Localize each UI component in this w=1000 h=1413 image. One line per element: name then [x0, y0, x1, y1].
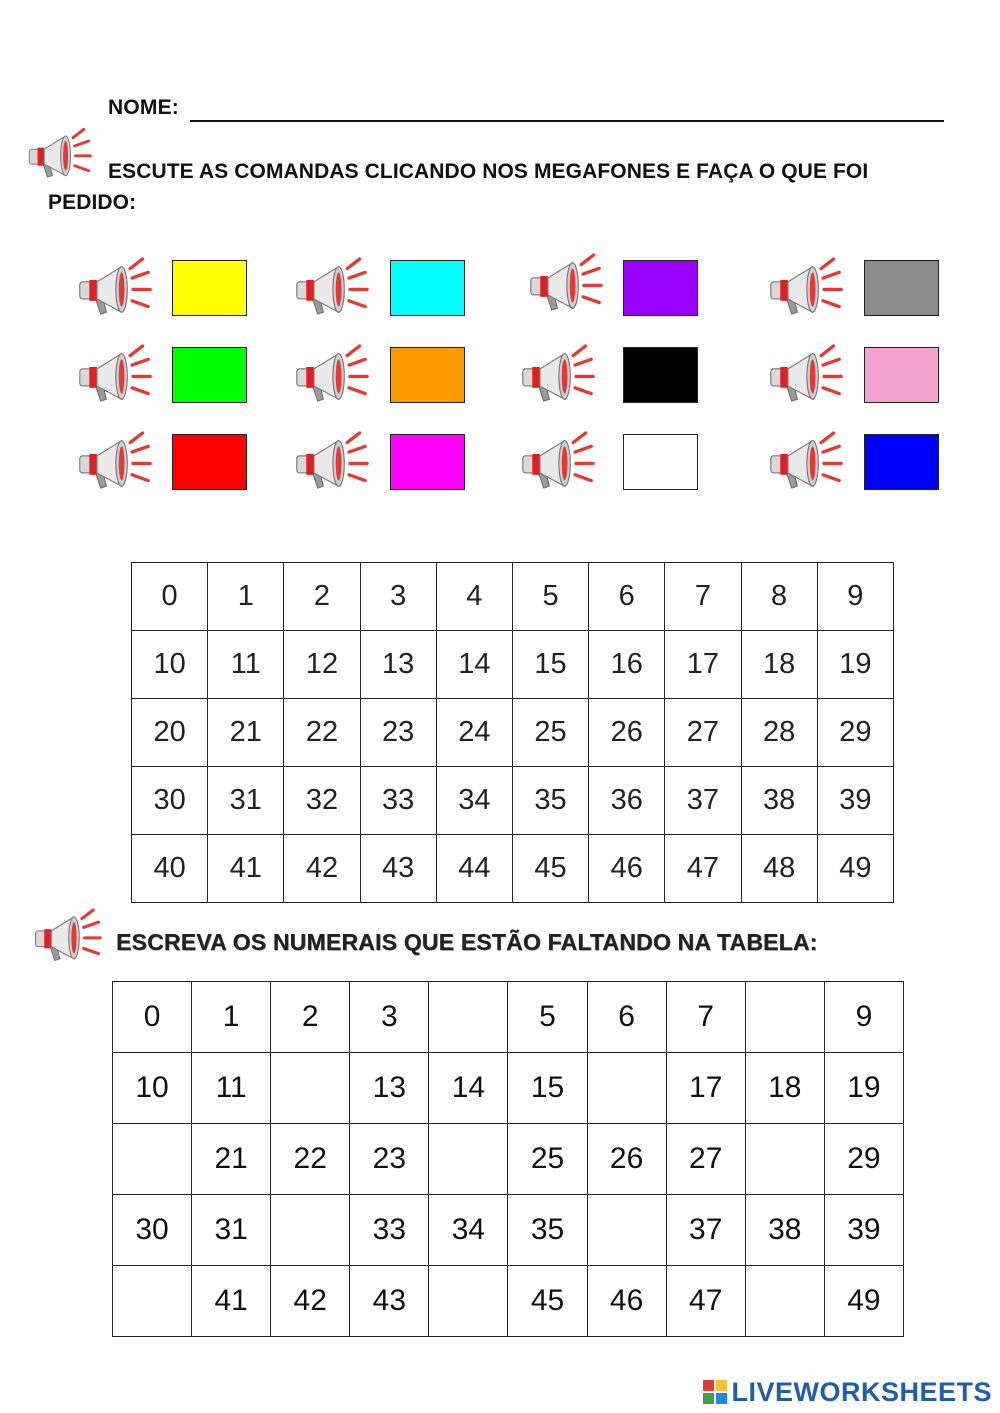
number-cell: 10: [113, 1053, 192, 1124]
color-swatch[interactable]: [623, 347, 698, 403]
number-cell: 27: [666, 1124, 745, 1195]
number-cell: 0: [132, 563, 208, 631]
instruction-listen: ESCUTE AS COMANDAS CLICANDO NOS MEGAFONES E FAÇA O QUE FOI PEDIDO:: [48, 160, 869, 214]
number-cell: 6: [589, 563, 665, 631]
number-cell: 21: [208, 699, 284, 767]
number-cell: 4: [436, 563, 512, 631]
number-cell: 31: [192, 1195, 271, 1266]
number-cell: 40: [132, 835, 208, 903]
number-cell: 34: [436, 767, 512, 835]
number-cell: 13: [360, 631, 436, 699]
number-cell: 17: [665, 631, 741, 699]
name-input-line[interactable]: [190, 120, 944, 122]
number-cell: 29: [824, 1124, 903, 1195]
number-cell: 11: [208, 631, 284, 699]
number-table-full: [131, 562, 894, 903]
missing-number-input[interactable]: [745, 1124, 824, 1195]
number-cell: 37: [665, 767, 741, 835]
number-cell: 45: [512, 835, 588, 903]
number-cell: 9: [817, 563, 893, 631]
missing-number-input[interactable]: [429, 1124, 508, 1195]
missing-number-input[interactable]: [113, 1266, 192, 1337]
number-cell: 15: [512, 631, 588, 699]
number-cell: 26: [589, 699, 665, 767]
number-cell: 0: [113, 982, 192, 1053]
number-cell: 19: [824, 1053, 903, 1124]
number-cell: 3: [350, 982, 429, 1053]
number-cell: 19: [817, 631, 893, 699]
number-cell: 46: [587, 1266, 666, 1337]
megaphone-icon[interactable]: [767, 429, 843, 496]
number-cell: 42: [271, 1266, 350, 1337]
megaphone-icon[interactable]: [519, 429, 595, 496]
table-row: [113, 1266, 904, 1337]
number-cell: 14: [429, 1053, 508, 1124]
number-cell: 31: [208, 767, 284, 835]
number-cell: 22: [271, 1124, 350, 1195]
number-cell: 27: [665, 699, 741, 767]
number-cell: 11: [192, 1053, 271, 1124]
number-cell: 34: [429, 1195, 508, 1266]
number-cell: 33: [360, 767, 436, 835]
number-cell: 48: [741, 835, 817, 903]
megaphone-icon[interactable]: [519, 342, 595, 409]
megaphone-icon[interactable]: [76, 429, 152, 496]
number-cell: 14: [436, 631, 512, 699]
color-swatch[interactable]: [390, 260, 465, 316]
number-cell: 18: [745, 1053, 824, 1124]
color-swatch[interactable]: [864, 260, 939, 316]
number-table-missing: [112, 981, 904, 1337]
number-cell: 47: [666, 1266, 745, 1337]
number-cell: 26: [587, 1124, 666, 1195]
table-row: [113, 1124, 904, 1195]
number-cell: 35: [512, 767, 588, 835]
missing-number-input[interactable]: [271, 1195, 350, 1266]
number-cell: 3: [360, 563, 436, 631]
number-cell: 24: [436, 699, 512, 767]
number-cell: 9: [824, 982, 903, 1053]
color-swatch[interactable]: [864, 434, 939, 490]
missing-number-input[interactable]: [587, 1195, 666, 1266]
number-cell: 5: [508, 982, 587, 1053]
number-cell: 18: [741, 631, 817, 699]
instruction-missing-numbers: ESCREVA OS NUMERAIS QUE ESTÃO FALTANDO NA TABELA:: [116, 929, 818, 955]
table-row: [132, 835, 894, 903]
number-cell: 39: [824, 1195, 903, 1266]
megaphone-icon[interactable]: [32, 906, 102, 968]
number-cell: 2: [284, 563, 360, 631]
number-cell: 22: [284, 699, 360, 767]
table-row: [113, 1053, 904, 1124]
number-cell: 25: [508, 1124, 587, 1195]
color-swatch[interactable]: [172, 434, 247, 490]
number-cell: 38: [745, 1195, 824, 1266]
brand-name: LIVEWORKSHEETS: [731, 1376, 992, 1407]
number-cell: 36: [589, 767, 665, 835]
number-cell: 7: [666, 982, 745, 1053]
number-cell: 15: [508, 1053, 587, 1124]
missing-number-input[interactable]: [113, 1124, 192, 1195]
number-cell: 41: [208, 835, 284, 903]
number-cell: 7: [665, 563, 741, 631]
missing-number-input[interactable]: [429, 1266, 508, 1337]
name-label: NOME:: [108, 96, 179, 119]
color-swatch[interactable]: [623, 260, 698, 316]
megaphone-icon[interactable]: [767, 255, 843, 322]
number-cell: 20: [132, 699, 208, 767]
number-cell: 35: [508, 1195, 587, 1266]
number-cell: 49: [824, 1266, 903, 1337]
liveworksheets-logo-icon: [703, 1380, 727, 1404]
number-cell: 21: [192, 1124, 271, 1195]
table-row: [113, 982, 904, 1053]
table-row: [132, 563, 894, 631]
number-cell: 39: [817, 767, 893, 835]
number-cell: 5: [512, 563, 588, 631]
missing-number-input[interactable]: [429, 982, 508, 1053]
number-cell: 6: [587, 982, 666, 1053]
number-cell: 32: [284, 767, 360, 835]
megaphone-icon[interactable]: [293, 255, 369, 322]
missing-number-input[interactable]: [745, 982, 824, 1053]
number-cell: 16: [589, 631, 665, 699]
color-swatch[interactable]: [390, 434, 465, 490]
number-cell: 43: [360, 835, 436, 903]
number-cell: 30: [132, 767, 208, 835]
missing-number-input[interactable]: [745, 1266, 824, 1337]
number-cell: 45: [508, 1266, 587, 1337]
missing-number-input[interactable]: [271, 1053, 350, 1124]
table-row: [132, 631, 894, 699]
color-swatch[interactable]: [864, 347, 939, 403]
table-row: [132, 699, 894, 767]
number-cell: 23: [360, 699, 436, 767]
number-cell: 41: [192, 1266, 271, 1337]
megaphone-icon[interactable]: [293, 429, 369, 496]
color-swatch[interactable]: [623, 434, 698, 490]
color-swatch[interactable]: [172, 347, 247, 403]
number-cell: 29: [817, 699, 893, 767]
table-row: [113, 1195, 904, 1266]
number-cell: 33: [350, 1195, 429, 1266]
megaphone-icon[interactable]: [767, 342, 843, 409]
number-cell: 13: [350, 1053, 429, 1124]
number-cell: 8: [741, 563, 817, 631]
number-cell: 2: [271, 982, 350, 1053]
number-cell: 46: [589, 835, 665, 903]
brand-footer: [703, 1374, 992, 1410]
megaphone-icon[interactable]: [76, 255, 152, 322]
megaphone-icon[interactable]: [76, 342, 152, 409]
number-cell: 30: [113, 1195, 192, 1266]
megaphone-icon[interactable]: [293, 342, 369, 409]
number-cell: 1: [208, 563, 284, 631]
number-cell: 17: [666, 1053, 745, 1124]
number-cell: 1: [192, 982, 271, 1053]
number-cell: 42: [284, 835, 360, 903]
number-cell: 23: [350, 1124, 429, 1195]
number-cell: 37: [666, 1195, 745, 1266]
number-cell: 10: [132, 631, 208, 699]
number-cell: 49: [817, 835, 893, 903]
number-cell: 43: [350, 1266, 429, 1337]
color-swatch[interactable]: [390, 347, 465, 403]
missing-number-input[interactable]: [587, 1053, 666, 1124]
number-cell: 38: [741, 767, 817, 835]
number-cell: 28: [741, 699, 817, 767]
number-cell: 25: [512, 699, 588, 767]
table-row: [132, 767, 894, 835]
number-cell: 44: [436, 835, 512, 903]
color-swatch[interactable]: [172, 260, 247, 316]
number-cell: 12: [284, 631, 360, 699]
megaphone-icon[interactable]: [527, 251, 603, 318]
number-cell: 47: [665, 835, 741, 903]
